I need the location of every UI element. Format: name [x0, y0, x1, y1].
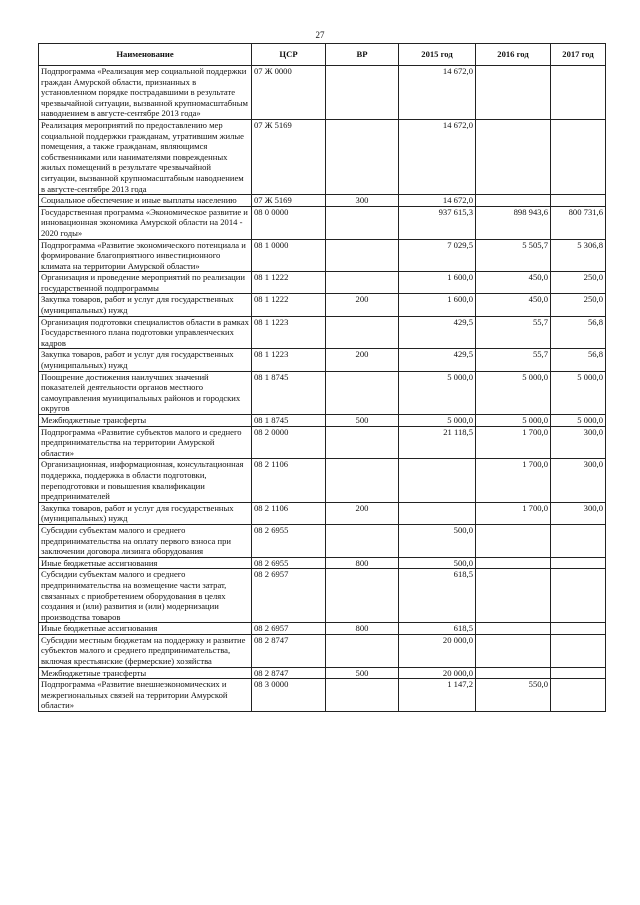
row-2017-value	[551, 634, 606, 667]
row-vr-cell	[326, 524, 399, 557]
row-2016-value	[476, 195, 551, 207]
row-vr-cell: 300	[326, 195, 399, 207]
table-row	[39, 316, 606, 349]
row-csr-cell: 08 2 8747	[252, 667, 326, 679]
row-2016-value: 450,0	[476, 294, 551, 316]
column-header-csr: ЦСР	[252, 44, 326, 66]
row-2015-value: 937 615,3	[399, 206, 476, 239]
row-2015-value: 14 672,0	[399, 119, 476, 194]
row-2017-value	[551, 623, 606, 635]
row-csr-cell: 08 1 0000	[252, 239, 326, 272]
row-csr-cell: 07 Ж 5169	[252, 195, 326, 207]
row-vr-cell	[326, 634, 399, 667]
table-row	[39, 426, 606, 459]
row-2015-value: 20 000,0	[399, 634, 476, 667]
table-body	[39, 66, 606, 712]
row-name-cell: Подпрограмма «Развитие субъектов малого и среднего предпринимательства на территории Амурской области»	[39, 426, 252, 459]
row-2015-value: 14 672,0	[399, 66, 476, 120]
row-2015-value: 500,0	[399, 524, 476, 557]
row-2016-value	[476, 119, 551, 194]
row-2016-value: 1 700,0	[476, 502, 551, 524]
row-csr-cell: 07 Ж 0000	[252, 66, 326, 120]
row-2016-value: 55,7	[476, 349, 551, 371]
row-vr-cell	[326, 426, 399, 459]
row-csr-cell: 08 2 6957	[252, 569, 326, 623]
row-2016-value	[476, 557, 551, 569]
row-name-cell: Подпрограмма «Развитие экономического потенциала и формирование благоприятного инвестиционного климата на территории Амурской области»	[39, 239, 252, 272]
row-csr-cell: 08 0 0000	[252, 206, 326, 239]
row-name-cell: Подпрограмма «Реализация мер социальной поддержки граждан Амурской области, признанных в установленном порядке пострадавшими в результате чрезвычайной ситуации, вызванной крупномасштабным наводнением в августе-сентябре 2013 года»	[39, 66, 252, 120]
row-csr-cell: 08 2 1106	[252, 502, 326, 524]
table-row	[39, 349, 606, 371]
row-name-cell: Закупка товаров, работ и услуг для государственных (муниципальных) нужд	[39, 502, 252, 524]
row-vr-cell	[326, 679, 399, 712]
row-2015-value: 7 029,5	[399, 239, 476, 272]
row-vr-cell	[326, 569, 399, 623]
row-vr-cell	[326, 272, 399, 294]
row-2017-value: 250,0	[551, 272, 606, 294]
row-2016-value: 898 943,6	[476, 206, 551, 239]
row-2016-value	[476, 524, 551, 557]
row-2017-value: 300,0	[551, 502, 606, 524]
row-2015-value	[399, 459, 476, 502]
table-row	[39, 667, 606, 679]
row-2016-value: 5 505,7	[476, 239, 551, 272]
row-2017-value: 56,8	[551, 349, 606, 371]
row-csr-cell: 08 1 1223	[252, 349, 326, 371]
row-name-cell: Закупка товаров, работ и услуг для государственных (муниципальных) нужд	[39, 349, 252, 371]
row-csr-cell: 07 Ж 5169	[252, 119, 326, 194]
row-name-cell: Закупка товаров, работ и услуг для государственных (муниципальных) нужд	[39, 294, 252, 316]
row-vr-cell	[326, 119, 399, 194]
row-csr-cell: 08 1 1222	[252, 294, 326, 316]
row-2015-value: 20 000,0	[399, 667, 476, 679]
row-csr-cell: 08 1 8745	[252, 415, 326, 427]
row-2016-value	[476, 66, 551, 120]
row-vr-cell: 800	[326, 557, 399, 569]
table-row	[39, 294, 606, 316]
column-header-vr: ВР	[326, 44, 399, 66]
row-name-cell: Организация подготовки специалистов области в рамках Государственного плана подготовки управленческих кадров	[39, 316, 252, 349]
row-2017-value: 5 000,0	[551, 371, 606, 414]
table-row	[39, 415, 606, 427]
row-vr-cell: 500	[326, 667, 399, 679]
row-vr-cell	[326, 66, 399, 120]
row-vr-cell: 200	[326, 502, 399, 524]
column-header-2015: 2015 год	[399, 44, 476, 66]
row-2015-value: 1 600,0	[399, 272, 476, 294]
row-2016-value	[476, 569, 551, 623]
table-row	[39, 371, 606, 414]
row-2017-value: 300,0	[551, 426, 606, 459]
table-row	[39, 195, 606, 207]
row-vr-cell: 200	[326, 294, 399, 316]
table-row	[39, 119, 606, 194]
row-2015-value: 5 000,0	[399, 371, 476, 414]
row-name-cell: Иные бюджетные ассигнования	[39, 557, 252, 569]
table-row	[39, 66, 606, 120]
row-name-cell: Субсидии субъектам малого и среднего предпринимательства на возмещение части затрат, связанных с приобретением оборудования в целях создания и (или) развития и (или) модернизации производства товаров	[39, 569, 252, 623]
column-header-2017: 2017 год	[551, 44, 606, 66]
row-2017-value	[551, 119, 606, 194]
row-vr-cell	[326, 316, 399, 349]
table-row	[39, 272, 606, 294]
column-header-2016: 2016 год	[476, 44, 551, 66]
row-2015-value	[399, 502, 476, 524]
row-csr-cell: 08 2 6955	[252, 524, 326, 557]
row-vr-cell	[326, 371, 399, 414]
row-name-cell: Подпрограмма «Развитие внешнеэкономических и межрегиональных связей на территории Амурской области»	[39, 679, 252, 712]
table-row	[39, 557, 606, 569]
row-2016-value: 450,0	[476, 272, 551, 294]
table-row	[39, 569, 606, 623]
page-number: 27	[315, 30, 325, 40]
row-2015-value: 1 600,0	[399, 294, 476, 316]
row-2017-value	[551, 66, 606, 120]
row-name-cell: Межбюджетные трансферты	[39, 667, 252, 679]
column-header-name: Наименование	[39, 44, 252, 66]
row-2016-value: 5 000,0	[476, 371, 551, 414]
row-2015-value: 618,5	[399, 623, 476, 635]
row-2017-value	[551, 524, 606, 557]
row-2017-value: 300,0	[551, 459, 606, 502]
row-name-cell: Организация и проведение мероприятий по реализации государственной подпрограммы	[39, 272, 252, 294]
row-csr-cell: 08 1 1222	[252, 272, 326, 294]
row-name-cell: Субсидии местным бюджетам на поддержку и развитие субъектов малого и среднего предпринимательства, включая крестьянские (фермерские) хозяйства	[39, 634, 252, 667]
row-vr-cell: 500	[326, 415, 399, 427]
row-2016-value: 550,0	[476, 679, 551, 712]
row-2017-value	[551, 195, 606, 207]
row-csr-cell: 08 2 0000	[252, 426, 326, 459]
budget-table	[38, 43, 606, 712]
row-2015-value: 429,5	[399, 349, 476, 371]
row-name-cell: Субсидии субъектам малого и среднего предпринимательства на оплату первого взноса при заключении договора лизинга оборудования	[39, 524, 252, 557]
row-2017-value: 250,0	[551, 294, 606, 316]
row-csr-cell: 08 2 6955	[252, 557, 326, 569]
row-csr-cell: 08 2 8747	[252, 634, 326, 667]
row-2017-value: 5 000,0	[551, 415, 606, 427]
table-row	[39, 239, 606, 272]
row-2016-value: 1 700,0	[476, 459, 551, 502]
row-2017-value	[551, 679, 606, 712]
table-row	[39, 459, 606, 502]
row-csr-cell: 08 1 1223	[252, 316, 326, 349]
row-2016-value: 1 700,0	[476, 426, 551, 459]
row-2016-value: 5 000,0	[476, 415, 551, 427]
row-2015-value: 618,5	[399, 569, 476, 623]
row-vr-cell	[326, 459, 399, 502]
row-2015-value: 14 672,0	[399, 195, 476, 207]
row-2017-value: 5 306,8	[551, 239, 606, 272]
row-name-cell: Реализация мероприятий по предоставлению мер социальной поддержки гражданам, утратившим жилые помещения, а также гражданам, являющимся собственниками или нанимателями поврежденных жилых помещений в результате чрезвычайной ситуации, вызванной крупномасштабным наводнением в августе-сентябре 2013 года	[39, 119, 252, 194]
row-2015-value: 21 118,5	[399, 426, 476, 459]
row-2017-value	[551, 569, 606, 623]
row-name-cell: Организационная, информационная, консультационная поддержка, поддержка в области подготовки, переподготовки и повышения квалификации предпринимателей	[39, 459, 252, 502]
row-name-cell: Государственная программа «Экономическое развитие и инновационная экономика Амурской области на 2014 - 2020 годы»	[39, 206, 252, 239]
table-header-row	[39, 44, 606, 66]
row-2017-value	[551, 557, 606, 569]
row-name-cell: Межбюджетные трансферты	[39, 415, 252, 427]
table-row	[39, 502, 606, 524]
row-2015-value: 1 147,2	[399, 679, 476, 712]
row-2015-value: 500,0	[399, 557, 476, 569]
row-csr-cell: 08 1 8745	[252, 371, 326, 414]
row-vr-cell: 200	[326, 349, 399, 371]
row-2017-value	[551, 667, 606, 679]
table-row	[39, 623, 606, 635]
row-name-cell: Поощрение достижения наилучших значений показателей деятельности органов местного самоуправления муниципальных районов и городских округов	[39, 371, 252, 414]
row-vr-cell: 800	[326, 623, 399, 635]
row-csr-cell: 08 2 1106	[252, 459, 326, 502]
row-2015-value: 429,5	[399, 316, 476, 349]
table-row	[39, 524, 606, 557]
row-2017-value: 56,8	[551, 316, 606, 349]
row-2016-value	[476, 634, 551, 667]
row-vr-cell	[326, 206, 399, 239]
row-2015-value: 5 000,0	[399, 415, 476, 427]
row-csr-cell: 08 2 6957	[252, 623, 326, 635]
row-vr-cell	[326, 239, 399, 272]
row-2017-value: 800 731,6	[551, 206, 606, 239]
row-name-cell: Иные бюджетные ассигнования	[39, 623, 252, 635]
table-row	[39, 679, 606, 712]
table-row	[39, 634, 606, 667]
table-row	[39, 206, 606, 239]
row-name-cell: Социальное обеспечение и иные выплаты населению	[39, 195, 252, 207]
row-csr-cell: 08 3 0000	[252, 679, 326, 712]
row-2016-value	[476, 667, 551, 679]
row-2016-value: 55,7	[476, 316, 551, 349]
row-2016-value	[476, 623, 551, 635]
